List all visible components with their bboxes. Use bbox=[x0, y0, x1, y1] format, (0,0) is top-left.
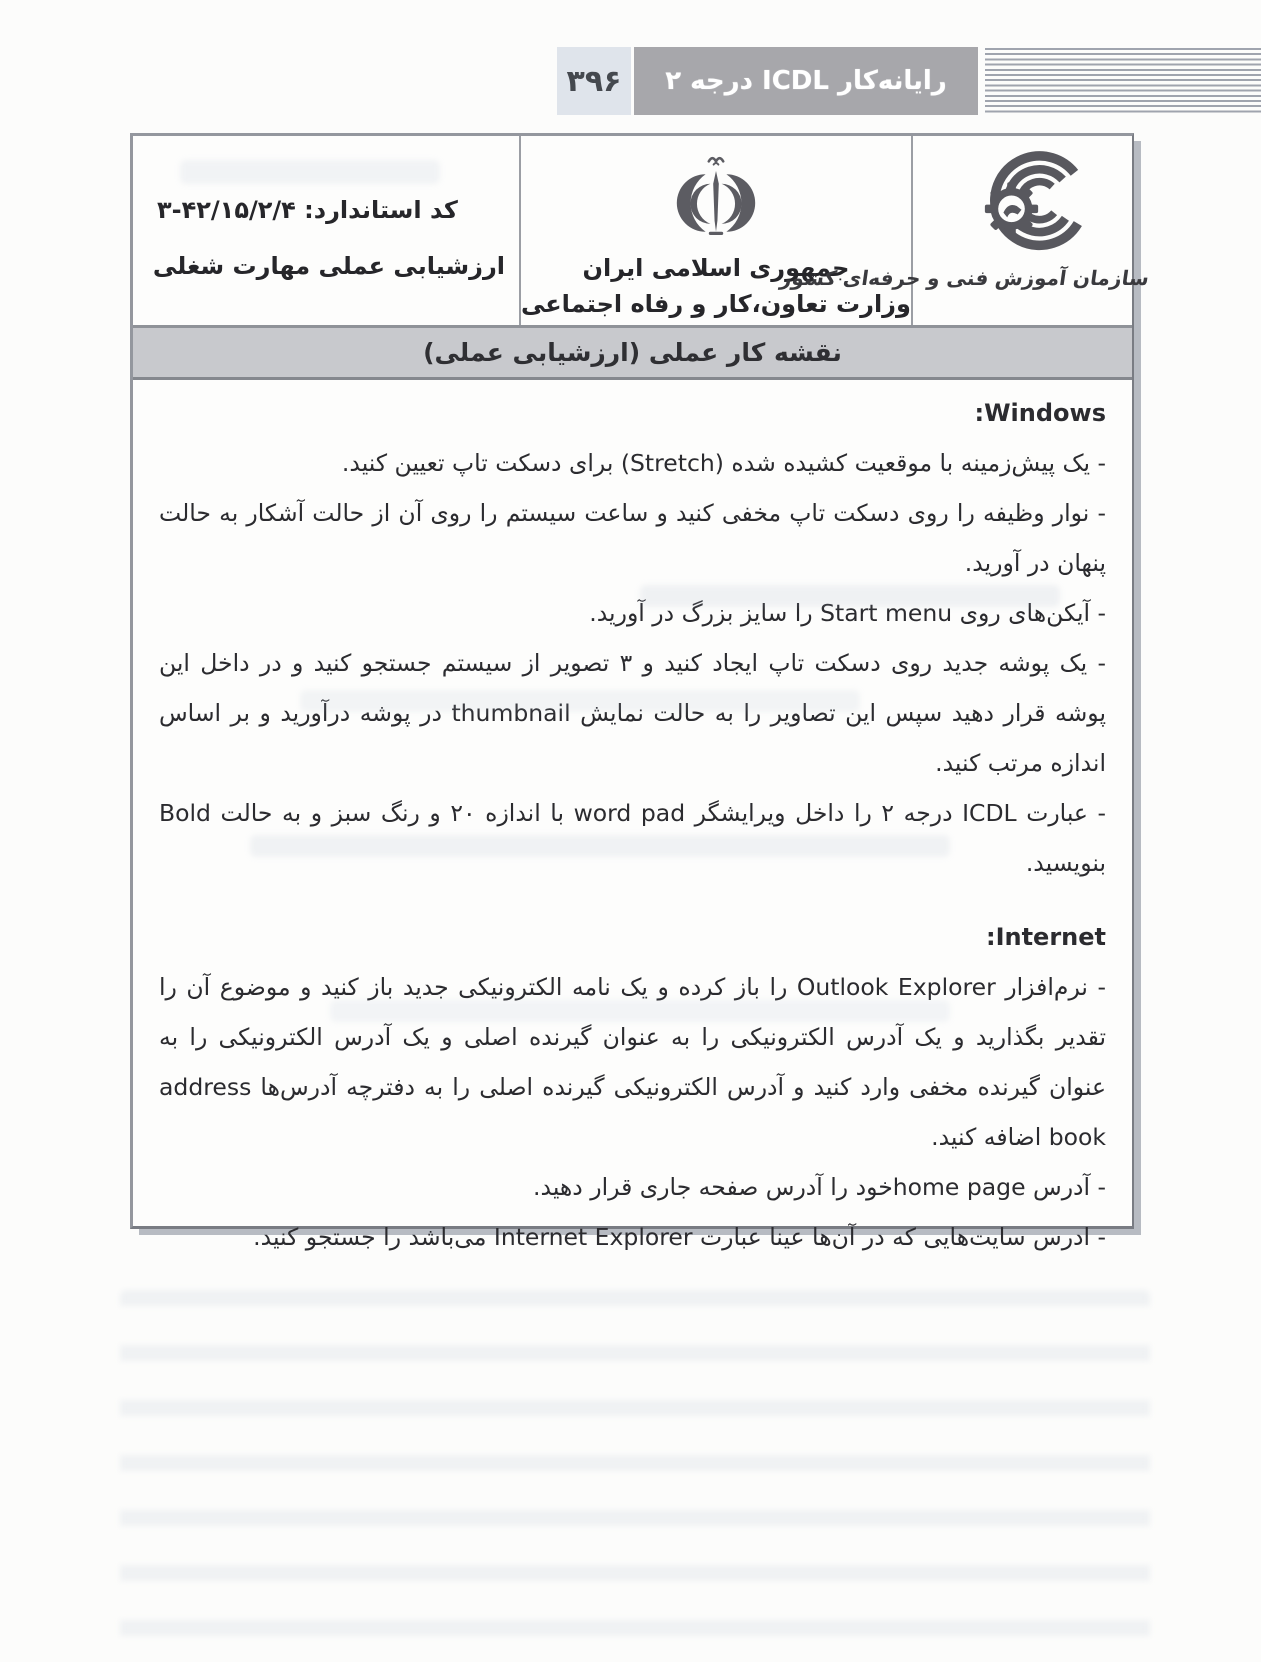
decorative-stripes bbox=[985, 48, 1261, 115]
chapter-banner bbox=[634, 47, 978, 115]
chapter-banner-title: رایانه‌کار ICDL درجه ۲ bbox=[665, 66, 947, 96]
worksheet-body bbox=[133, 380, 1132, 1262]
worksheet-header bbox=[133, 136, 1151, 328]
task-item: - آدرس home pageخود را آدرس صفحه جاری قرار دهید. bbox=[533, 1173, 1106, 1201]
country-title: جمهوری اسلامی ایران bbox=[582, 254, 850, 282]
task-item: - ادرس سایت‌هایی که در آن‌ها عینا عبارت Internet Explorer می‌باشد را جستجو کنید. bbox=[253, 1223, 1106, 1251]
standard-code-label: کد استاندارد: bbox=[304, 196, 458, 224]
organization-name: سازمان آموزش فنی و حرفه‌ای کشور bbox=[778, 266, 1151, 290]
standard-code-cell bbox=[133, 136, 521, 325]
tvto-logo-icon bbox=[969, 148, 1093, 264]
task-item: - یک پوشه جدید روی دسکت تاپ ایجاد کنید و ۳ تصویر از سیستم جستجو کنید و در داخل این پوشه قرار دهید سپس این تصاویر را به حالت نمایش thumbnail در پوشه درآورید و بر اساس اندازه مرتب کنید. bbox=[159, 649, 1106, 777]
section-heading-windows: Windows: bbox=[974, 399, 1106, 427]
worksheet-box bbox=[130, 133, 1151, 1251]
worksheet-title: نقشه کار عملی (ارزشیابی عملی) bbox=[423, 338, 842, 367]
task-item: - آیکن‌های روی Start menu را سایز بزرگ در آورید. bbox=[589, 599, 1106, 627]
task-item: - نرم‌افزار Outlook Explorer را باز کرده و یک نامه الکترونیکی جدید باز کنید و موضوع آن را تقدیر بگذارید و یک آدرس الکترونیکی را به عنوان گیرنده اصلی و یک آدرس الکترونیکی را به عنوان گیرنده مخفی وارد کنید و آدرس الکترونیکی گیرنده اصلی را به دفترچه آدرس‌ها address book اضافه کنید. bbox=[159, 973, 1106, 1151]
task-item: - یک پیش‌زمینه با موقعیت کشیده شده (Stretch) برای دسکت تاپ تعیین کنید. bbox=[341, 449, 1106, 477]
task-item: - عبارت ICDL درجه ۲ را داخل ویرایشگر word pad با اندازه ۲۰ و رنگ سبز و به حالت Bold بنویسید. bbox=[159, 799, 1106, 877]
page-number: ۳۹۶ bbox=[557, 47, 631, 115]
organization-cell bbox=[778, 136, 1151, 325]
bleedthrough-artifact bbox=[120, 1290, 1150, 1640]
worksheet-title-bar bbox=[133, 328, 1132, 380]
section-heading-internet: Internet: bbox=[985, 923, 1106, 951]
ministry-title: وزارت تعاون،کار و رفاه اجتماعی bbox=[521, 290, 911, 318]
standard-code-value: ۳-۴۲/۱۵/۲/۴ bbox=[157, 196, 296, 224]
evaluation-label: ارزشیابی عملی مهارت شغلی bbox=[152, 252, 505, 280]
standard-code-line bbox=[157, 182, 505, 238]
emblem-cell bbox=[521, 136, 913, 325]
task-item: - نوار وظیفه را روی دسکت تاپ مخفی کنید و ساعت سیستم را روی آن از حالت آشکار به حالت پنهان در آورید. bbox=[159, 499, 1106, 577]
iran-emblem-icon bbox=[676, 147, 756, 251]
